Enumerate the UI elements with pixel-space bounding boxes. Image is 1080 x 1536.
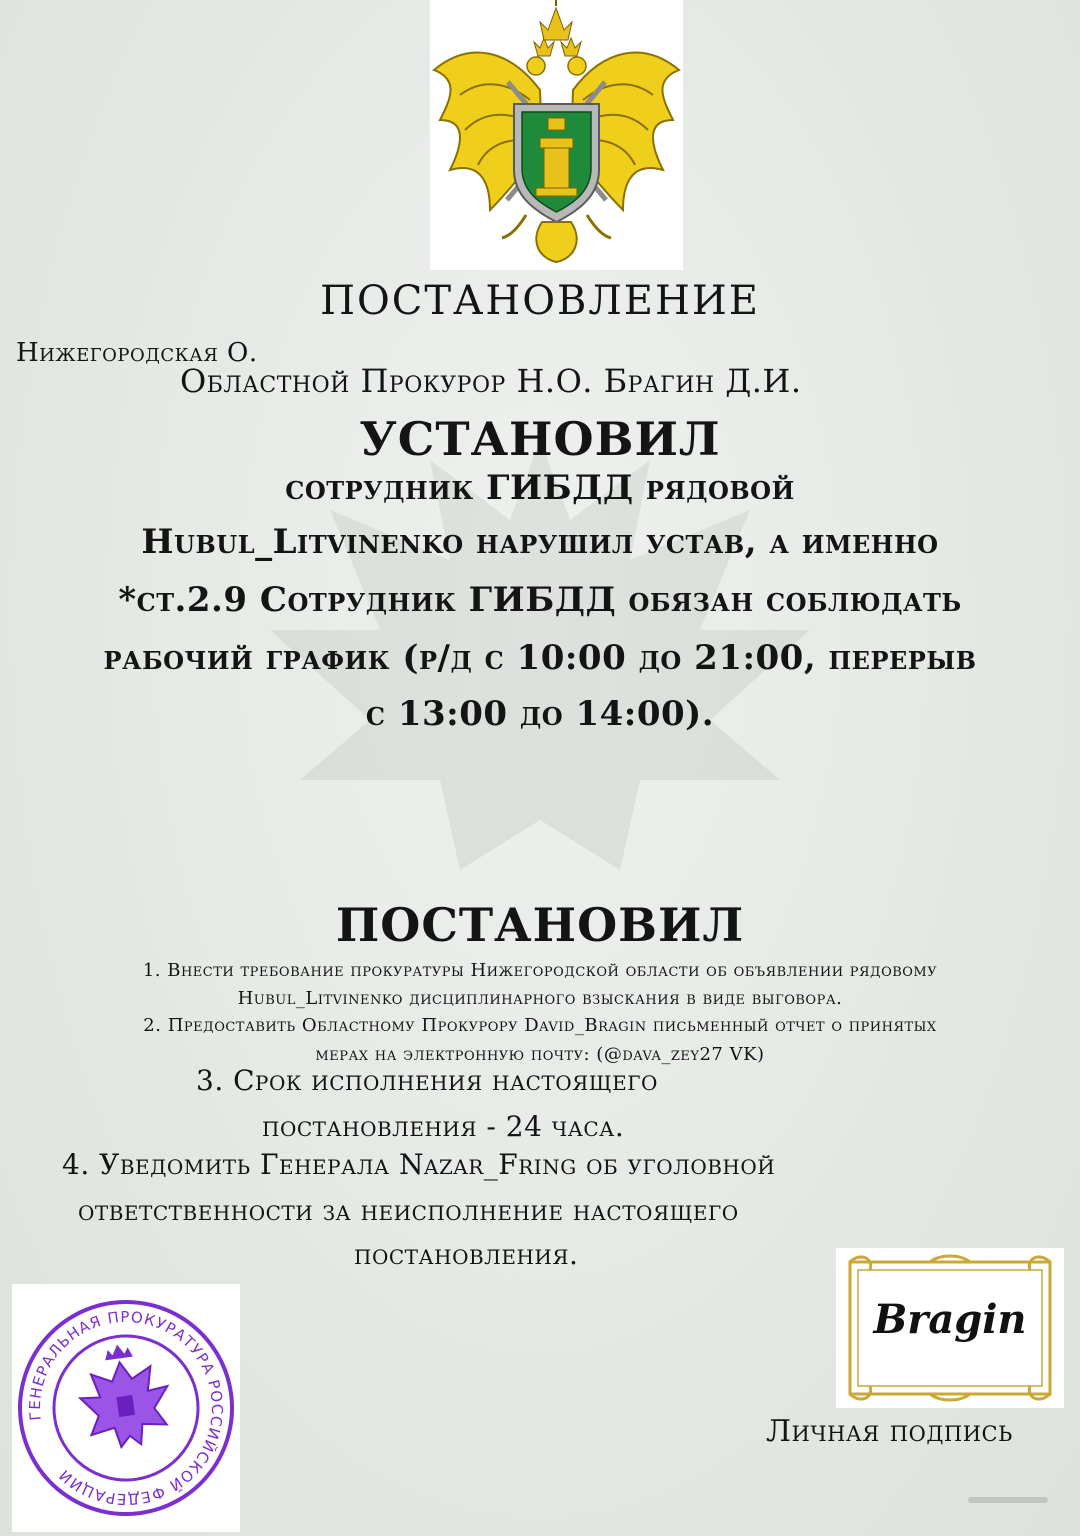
resolution-item: постановления - 24 часа. <box>262 1110 625 1143</box>
signature-frame <box>836 1248 1064 1408</box>
established-heading: УСТАНОВИЛ <box>359 412 721 466</box>
emblem <box>430 0 683 270</box>
resolution-item: 3. Срок исполнения настоящего <box>196 1064 658 1097</box>
seal-icon <box>12 1284 240 1532</box>
resolution-item: постановления. <box>354 1238 579 1271</box>
established-line: Hubul_Litvinenko нарушил устав, а именно <box>141 522 939 562</box>
established-line: *ст.2.9 Сотрудник ГИБДД обязан соблюдать <box>118 580 962 620</box>
resolution-item: 1. Внести требование прокуратуры Нижегородской области об объявлении рядовому <box>142 960 938 981</box>
seal-ring-text: ГЕНЕРАЛЬНАЯ ПРОКУРАТУРА РОССИЙСКОЙ ФЕДЕРАЦИИ <box>25 1307 227 1509</box>
established-line: сотрудник ГИБДД рядовой <box>285 468 795 508</box>
signature-label: Личная подпись <box>766 1414 1013 1449</box>
resolution-item: 4. Уведомить Генерала Nazar_Fring об уголовной <box>62 1148 776 1181</box>
watermark-mark-icon <box>968 1494 1048 1506</box>
resolution-item: Hubul_Litvinenko дисциплинарного взыскания в виде выговора. <box>237 988 843 1009</box>
resolution-item: 2. Предоставить Областному Прокурору David_Bragin письменный отчет о принятых <box>143 1015 937 1036</box>
established-line: рабочий график (р/д с 10:00 до 21:00, перерыв <box>103 638 977 678</box>
prosecutor-seal-stamp <box>12 1284 240 1532</box>
resolution-item: ответственности за неисполнение настоящего <box>78 1194 739 1227</box>
signature-name: Bragin <box>873 1296 1027 1343</box>
prosecutor-line: Областной Прокурор Н.О. Брагин Д.И. <box>180 362 802 400</box>
resolution-item: мерах на электронную почту: (@dava_zey27 VK) <box>315 1044 765 1065</box>
document-title: ПОСТАНОВЛЕНИЕ <box>320 278 760 324</box>
region-label: Нижегородская О. <box>16 338 258 368</box>
prosecutor-emblem-icon <box>430 0 683 270</box>
resolved-heading: ПОСТАНОВИЛ <box>335 898 745 952</box>
established-line: с 13:00 до 14:00). <box>365 694 715 734</box>
